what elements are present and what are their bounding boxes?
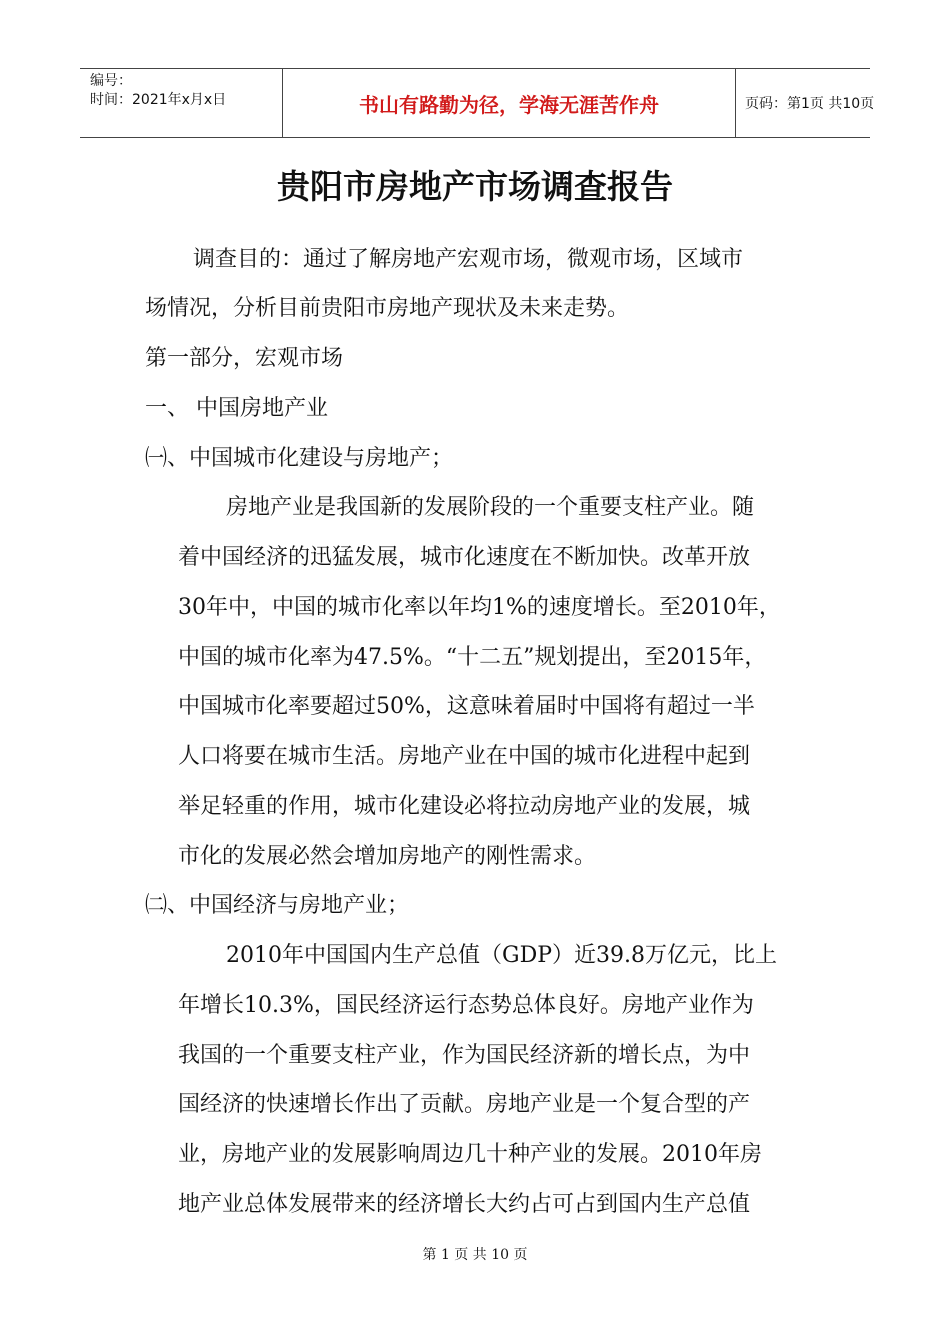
time-label: 时间：2021年x月x日: [90, 92, 227, 108]
text-line: 中国城市化率要超过50%，这意味着届时中国将有超过一半: [178, 694, 755, 719]
number-label: 编号：: [90, 73, 132, 89]
page-footer: 第 1 页 共 10 页: [422, 1247, 528, 1263]
text-line: 地产业总体发展带来的经济增长大约占可占到国内生产总值: [178, 1192, 751, 1217]
chapter-heading: 一、 中国房地产业: [145, 396, 328, 421]
subsection-heading: ㈠、中国城市化建设与房地产；: [145, 446, 454, 471]
motto-text: 书山有路勤为径，学海无涯苦作舟: [359, 93, 659, 117]
header-page-info: 页码：第1页 共10页: [745, 96, 875, 112]
text-line: 举足轻重的作用，城市化建设必将拉动房地产业的发展，城: [178, 794, 751, 819]
subsection-heading: ㈡、中国经济与房地产业；: [145, 893, 410, 918]
text-line: 我国的一个重要支柱产业，作为国民经济新的增长点，为中: [178, 1043, 751, 1068]
text-line: 30年中，中国的城市化率以年均1%的速度增长。至2010年，: [178, 595, 781, 620]
section-heading: 第一部分，宏观市场: [145, 346, 344, 371]
text-line: 人口将要在城市生活。房地产业在中国的城市化进程中起到: [178, 744, 751, 769]
text-line: 业，房地产业的发展影响周边几十种产业的发展。2010年房: [178, 1142, 762, 1167]
text-line: 场情况，分析目前贵阳市房地产现状及未来走势。: [145, 296, 630, 321]
text-line: 2010年中国国内生产总值（GDP）近39.8万亿元，比上: [226, 943, 777, 968]
page-header: [80, 68, 875, 138]
text-line: 国经济的快速增长作出了贡献。房地产业是一个复合型的产: [178, 1092, 751, 1117]
document-title: 贵阳市房地产市场调查报告: [277, 167, 673, 206]
text-line: 调查目的：通过了解房地产宏观市场，微观市场，区域市: [193, 247, 744, 272]
header-meta-cell: [80, 69, 282, 137]
header-motto-cell: [282, 69, 736, 137]
text-line: 房地产业是我国新的发展阶段的一个重要支柱产业。随: [226, 495, 755, 520]
header-page-cell: [735, 69, 875, 137]
text-line: 着中国经济的迅猛发展，城市化速度在不断加快。改革开放: [178, 545, 751, 570]
text-line: 市化的发展必然会增加房地产的刚性需求。: [178, 844, 597, 869]
text-line: 中国的城市化率为47.5%。“十二五”规划提出，至2015年，: [178, 645, 767, 670]
text-line: 年增长10.3%，国民经济运行态势总体良好。房地产业作为: [178, 993, 754, 1018]
